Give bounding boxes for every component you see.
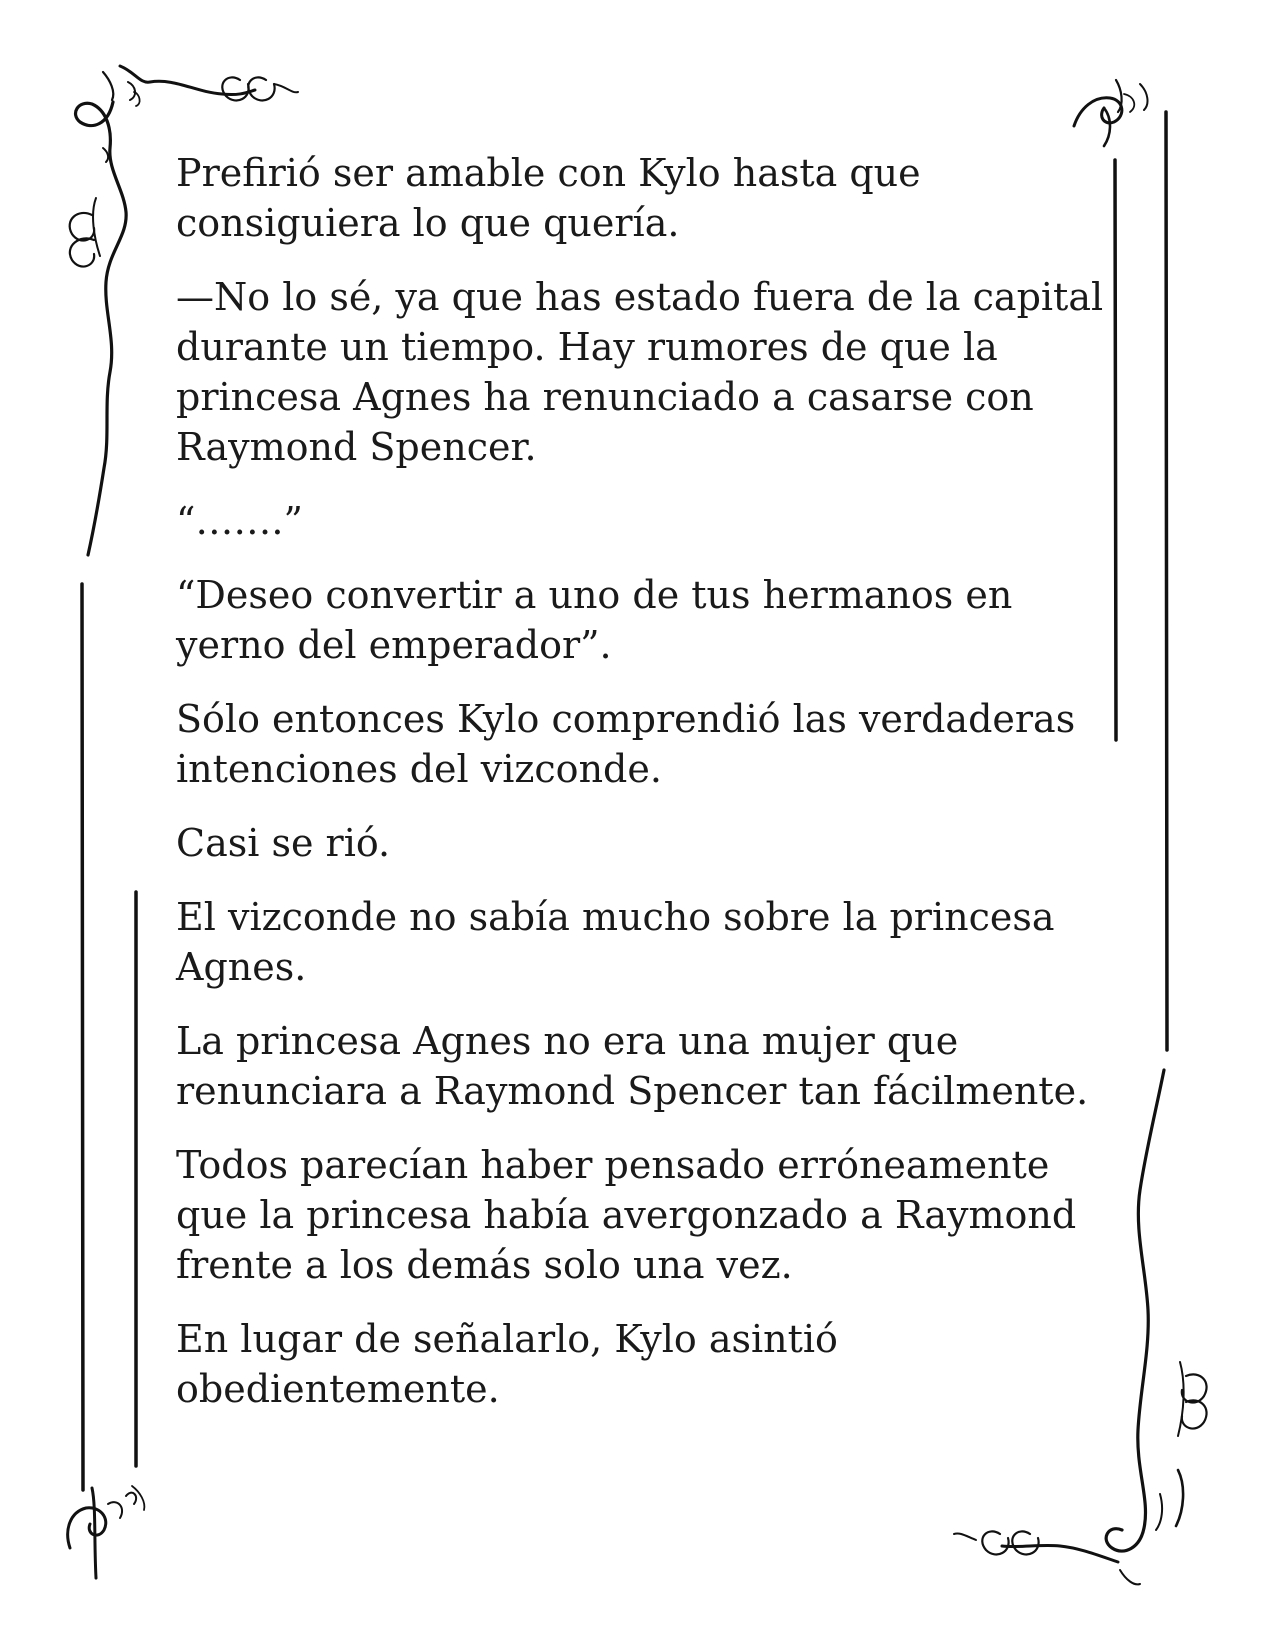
paragraph: Sólo entonces Kylo comprendió las verdaderas intenciones del vizconde. xyxy=(176,697,1076,791)
paragraph: Casi se rió. xyxy=(176,821,391,865)
bottom-left-flourish xyxy=(68,1486,145,1578)
paragraph: El vizconde no sabía mucho sobre la princesa Agnes. xyxy=(176,895,1055,989)
paragraph: “Deseo convertir a uno de tus hermanos en yerno del emperador”. xyxy=(176,573,1013,667)
left-rules xyxy=(82,584,136,1490)
body-text xyxy=(176,148,1116,1438)
paragraph: —No lo sé, ya que has estado fuera de la capital durante un tiempo. Hay rumores de que la princesa Agnes ha renunciado a casarse con Raymond Spencer. xyxy=(176,275,1104,469)
paragraph: En lugar de señalarlo, Kylo asintió obedientemente. xyxy=(176,1317,838,1411)
paragraph: La princesa Agnes no era una mujer que renunciara a Raymond Spencer tan fácilmente. xyxy=(176,1019,1089,1113)
paragraph: Prefirió ser amable con Kylo hasta que consiguiera lo que quería. xyxy=(176,151,921,245)
paragraph: Todos parecían haber pensado erróneamente que la princesa había avergonzado a Raymond frente a los demás solo una vez. xyxy=(176,1143,1077,1287)
paragraph: “…….” xyxy=(176,499,303,543)
